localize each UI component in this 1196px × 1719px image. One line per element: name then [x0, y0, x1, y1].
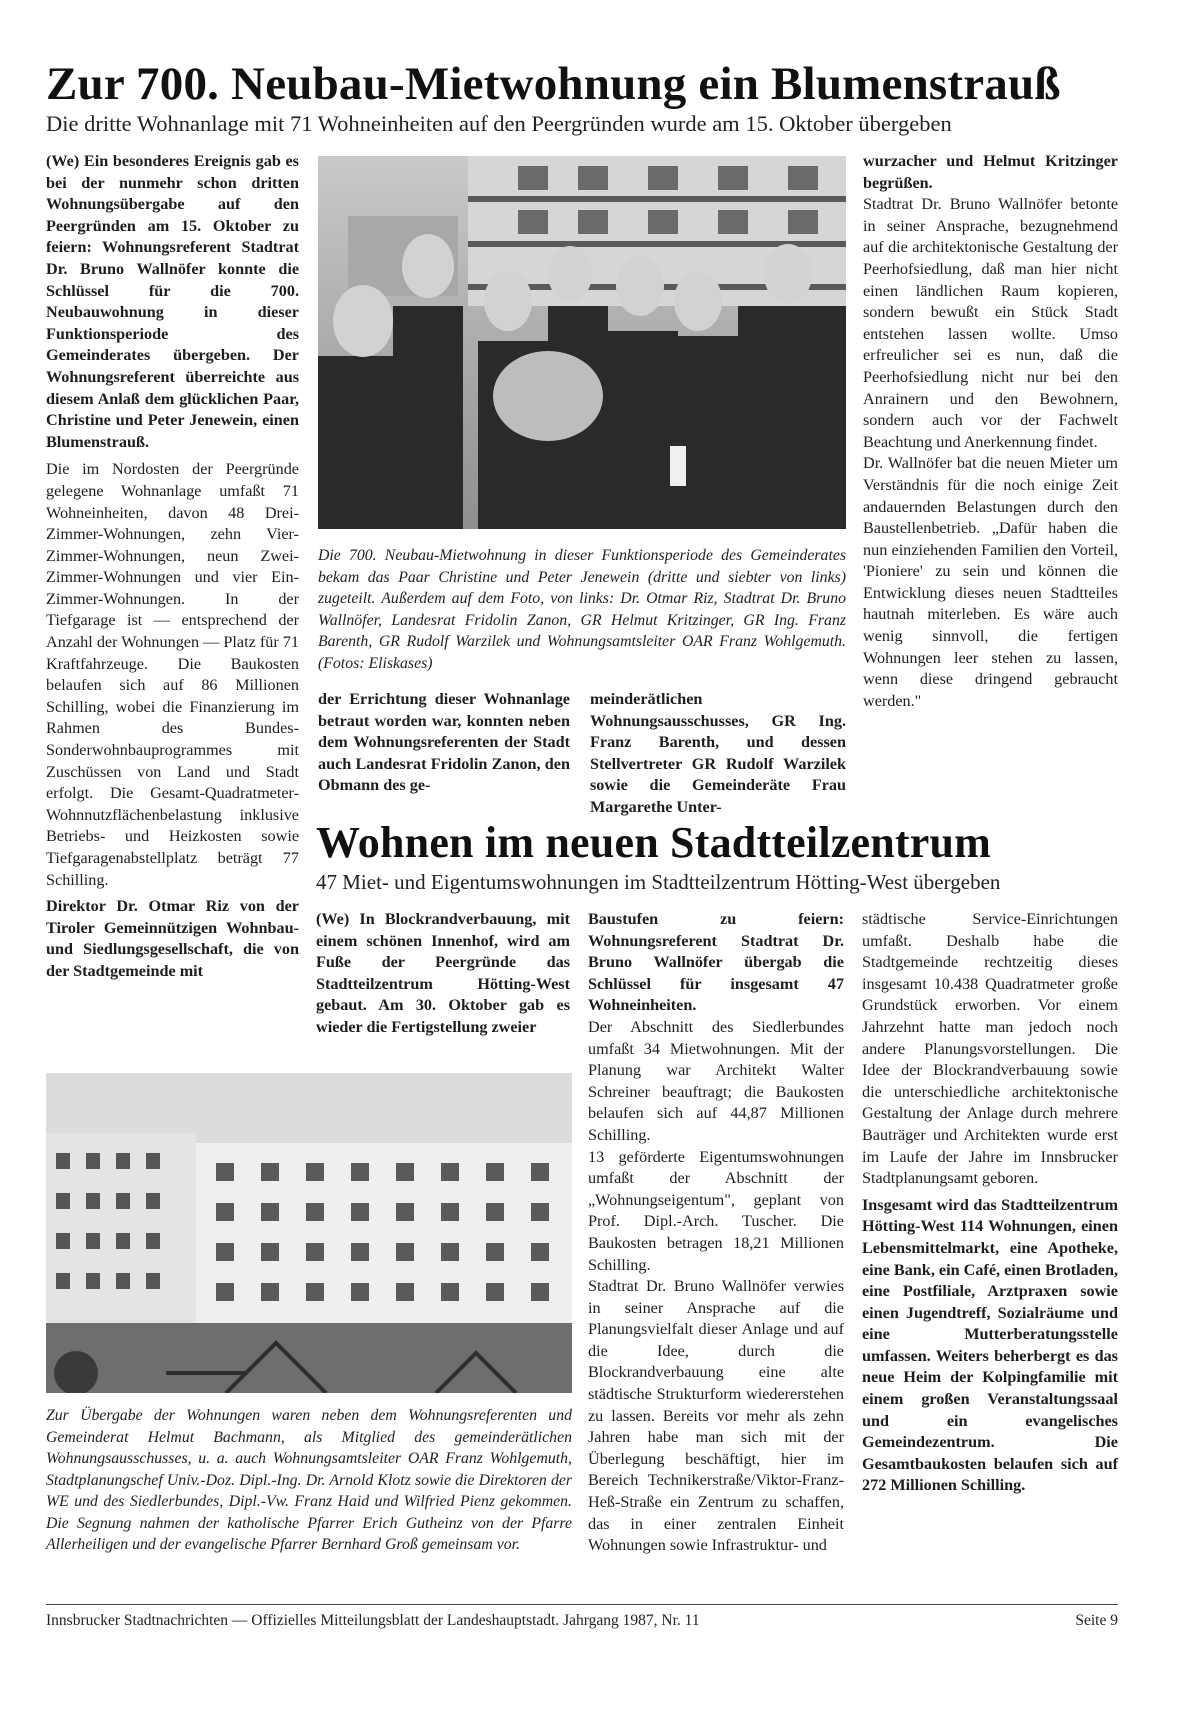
footer-rule — [46, 1604, 1118, 1605]
article2-body-c-bold: Insgesamt wird das Stadtteilzentrum Hötting-West 114 Wohnungen, einen Lebensmittelmarkt, eine Apotheke, eine Bank, ein Café, einen Brotladen, eine Postfiliale, Arztpraxen sowie einen Jugendtreff, Sozialräume und eine Mutterberatungsstelle umfassen. Weiters beherbergt es das neue Heim der Kolpingfamilie mit einem großen Veranstaltungssaal und ein evangelisches Gemeindezentrum. Die Gesamtbaukosten belaufen sich auf 272 Millionen Schilling. — [862, 1195, 1119, 1495]
article1-left-column — [46, 151, 299, 983]
article2-body-c: städtische Service-Einrichtungen umfaßt. Deshalb habe die Stadtgemeinde rechtzeitig dieses insgesamt 10.438 Quadratmeter große Grundstück erworben. Vor einem Jahrzehnt hatte man jedoch noch andere Planungsvorstellungen. Die Idee der Blockrandverbauung sowie die unterschiedliche architektonische Gestaltung der Anlage durch mehrere Bauträger und Architekten wurde erst im Laufe der Jahre im Innsbrucker Stadtplanungsamt geboren. — [862, 910, 1118, 1188]
article2-lead: (We) In Blockrandverbauung, mit einem schönen Innenhof, wird am Fuße der Peergründe das Stadtteilzentrum Hötting-West gebaut. Am 30. Oktober gab es wieder die Fertigstellung zweier — [316, 910, 570, 1036]
building-photo-caption: Zur Übergabe der Wohnungen waren neben dem Wohnungsreferenten und Gemeinderat Helmut Bachmann, als Mitglied des gemeinderätlichen Wohnungsausschusses, u. a. auch Wohnungsamtsleiter OAR Franz Wohlgemuth, Stadtplanungschef Univ.-Doz. Dipl.-Ing. Dr. Arnold Klotz sowie die Direktoren der WE und des Siedlerbundes, Dipl.-Vw. Franz Haid und Wilfried Pienz gekommen. Die Segnung nahmen der katholische Pfarrer Erich Gutheinz von der Pfarre Allerheiligen und der evangelische Pfarrer Bernhard Groß gemeinsam vor. — [46, 1407, 572, 1553]
page-number: Seite 9 — [1075, 1612, 1118, 1629]
article2-body-b3: Stadtrat Dr. Bruno Wallnöfer verwies in seiner Ansprache auf die Planungsvielfalt dieser Anlage und auf die Idee, durch die Blockrandverbauung eine alte städtische Strukturform wiedererstehen zu lassen. Bereits vor mehr als zehn Jahren habe man sich mit der Überlegung beschäftigt, hier im Bereich Technikerstraße/Viktor-Franz-Heß-Straße ein Zentrum zu schaffen, das in einer zentralen Einheit Wohnungen sowie Infrastruktur- und — [588, 1277, 844, 1555]
article1-body-director: Direktor Dr. Otmar Riz von der Tiroler Gemeinnützigen Wohnbau- und Siedlungsgesellschaft, die von der Stadtgemeinde mit — [46, 897, 299, 980]
article1-body: Die im Nordosten der Peergründe gelegene Wohnanlage umfaßt 71 Wohneinheiten, davon 48 Drei-Zimmer-Wohnungen, zehn Vier-Zimmer-Wohnungen, neun Zwei-Zimmer-Wohnungen und vier Ein-Zimmer-Wohnungen. In der Tiefgarage ist — entsprechend der Anzahl der Wohnungen — Platz für 71 Kraftfahrzeuge. Die Baukosten belaufen sich auf 86 Millionen Schilling, wobei die Finanzierung im Rahmen des Bundes-Sonderwohnbauprogrammes mit Zuschüssen von Land und Stadt erfolgt. Die Gesamt-Quadratmeter-Wohnnutzflächenbelastung inklusive Betriebs- und Heizkosten sowie Tiefgaragenabstellplatz beträgt 77 Schilling. — [46, 460, 299, 889]
article2-body-b: Der Abschnitt des Siedlerbundes umfaßt 34 Mietwohnungen. Mit der Planung war Architekt Walter Schreiner beauftragt; die Baukosten belaufen sich auf 44,87 Millionen Schilling. — [588, 1017, 844, 1144]
ceremony-photo-caption: Die 700. Neubau-Mietwohnung in dieser Funktionsperiode des Gemeinderates bekam das Paar Christine und Peter Jenewein (dritte und siebter von links) zugeteilt. Außerdem auf dem Foto, von links: Dr. Otmar Riz, Stadtrat Dr. Bruno Wallnöfer, Landesrat Fridolin Zanon, GR Helmut Kritzinger, GR Ing. Franz Barenth, GR Rudolf Warzilek und Wohnungsamtsleiter OAR Franz Wohlgemuth. (Fotos: Eliskases) — [318, 547, 846, 672]
article1-right-body-2: Dr. Wallnöfer bat die neuen Mieter um Verständnis für die noch einige Zeit andauernden Belastungen durch den Baustellenbetrieb. „Dafür haben die nun einziehenden Familien den Vorteil, 'Pioniere' zu sein und können die Entwicklung dieses neuen Stadtteiles hautnah miterleben. Es wäre auch wenig sinnvoll, die fertigen Wohnungen leer stehen zu lassen, wenn diese dringend gebraucht werden." — [863, 454, 1118, 710]
article1-lead: (We) Ein besonderes Ereignis gab es bei der nunmehr schon dritten Wohnungsübergabe auf den Peergründen am 15. Oktober zu feiern: Wohnungsreferent Stadtrat Dr. Bruno Wallnöfer konnte die Schlüssel für die 700. Neubauwohnung in dieser Funktionsperiode des Gemeinderates übergeben. Der Wohnungsreferent überreichte aus diesem Anlaß dem glücklichen Paar, Christine und Peter Jenewein, einen Blumenstrauß. — [46, 152, 299, 451]
article2-right-column — [862, 909, 1118, 1497]
article1-headline: Zur 700. Neubau-Mietwohnung ein Blumenstrauß — [46, 58, 1061, 110]
article2-mid-column — [588, 909, 844, 1557]
footer-publication: Innsbrucker Stadtnachrichten — Offizielles Mitteilungsblatt der Landeshauptstadt. Jahrgang 1987, Nr. 11 — [46, 1612, 700, 1629]
article1-mid-column-2: meinderätlichen Wohnungsausschusses, GR Ing. Franz Barenth, und dessen Stellvertreter GR Rudolf Warzilek sowie die Gemeinderäte Frau Margarethe Unter- — [590, 690, 846, 816]
building-photo — [46, 1073, 572, 1393]
article2-body-b2: 13 geförderte Eigentumswohnungen umfaßt der Abschnitt der „Wohnungseigentum", geplant von Prof. Dipl.-Arch. Tuscher. Die Baukosten betragen 18,21 Millionen Schilling. — [588, 1147, 844, 1274]
article1-mid-column: der Errichtung dieser Wohnanlage betraut worden war, konnten neben dem Wohnungsreferenten der Stadt auch Landesrat Fridolin Zanon, den Obmann des ge- — [318, 690, 570, 795]
ceremony-photo — [318, 156, 846, 529]
article1-subheadline: Die dritte Wohnanlage mit 71 Wohneinheiten auf den Peergründen wurde am 15. Oktober übergeben — [46, 111, 952, 136]
article1-right-body: Stadtrat Dr. Bruno Wallnöfer betonte in seiner Ansprache, bezugnehmend auf die architektonische Gestaltung der Peerhofsiedlung, daß man hier nicht einen ländlichen Raum kopieren, sondern bewußt ein Stück Stadt entstehen lassen wollte. Umso erfreulicher sei es nun, daß die Peerhofsiedlung nicht nur bei den Anrainern und den Bewohnern, sondern auch vor der Fachwelt Beachtung und Anerkennung findet. — [863, 195, 1118, 451]
article2-lead-b: Baustufen zu feiern: Wohnungsreferent Stadtrat Dr. Bruno Wallnöfer übergab die Schlüssel für insgesamt 47 Wohneinheiten. — [588, 910, 844, 1015]
article1-right-column — [863, 151, 1118, 712]
article2-subheadline: 47 Miet- und Eigentumswohnungen im Stadtteilzentrum Hötting-West übergeben — [316, 870, 1001, 894]
article2-headline: Wohnen im neuen Stadtteilzentrum — [316, 818, 991, 867]
article1-right-bold: wurzacher und Helmut Kritzinger begrüßen. — [863, 152, 1118, 192]
